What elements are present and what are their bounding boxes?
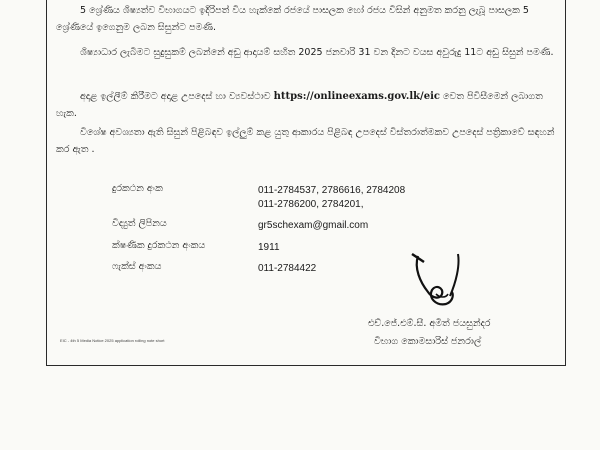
eligibility-paragraph: 5 ශ්‍රේණිය ශිෂ්‍යත්ව විභාගයට ඉදිරිපත් විය හැක්කේ රජයේ පාසලක හෝ රජය විසින් අනුමත කරනු ලැබූ පාසලක 5 ශ්‍රේණියේ ඉගෙනුම ලබන සිසුන්ට පමණි. <box>56 5 529 33</box>
instructions-text-before: අදාළ ඉල්ලීම් කිරීමට අදාළ උපදෙස් හා ව්‍යවස්ථාව <box>80 91 271 102</box>
signatory-name: එච්.ජේ.එම්.සී. අමිත් ජයසුන්දර <box>368 318 491 329</box>
footer-note: EIC - 4th 5 Media Notice 2025 application rolling note short <box>60 338 165 343</box>
phone-label: දුරකථන අංක <box>112 183 163 194</box>
email-value[interactable]: gr5schexam@gmail.com <box>258 220 369 231</box>
phone-numbers-line1: 011-2784537, 2786616, 2784208 <box>258 185 406 196</box>
email-label: විද්‍යුත් ලිපිනය <box>112 218 167 229</box>
handwritten-signature <box>396 248 486 328</box>
hotline-value: 1911 <box>258 242 280 253</box>
hotline-label: ක්ෂණික දුරකථන අංකය <box>112 240 206 251</box>
fax-label: ෆැක්ස් අංකය <box>112 261 162 272</box>
instructions-paragraph <box>56 88 556 122</box>
special-needs-paragraph: විශේෂ අවශ්‍යතා ඇති සිසුන් පිළිබඳව ඉල්ලුම් කළ යුතු ආකාරය පිළිබඳ උපදෙස් විස්තරාත්මකව උපදෙස් පත්‍රිකාවේ සඳහන් කර ඇත . <box>56 127 555 155</box>
eic-url-link[interactable]: https://onlineexams.gov.lk/eic <box>273 91 440 102</box>
fax-value: 011-2784422 <box>258 263 317 274</box>
scholarship-criteria-paragraph: ශිෂ්‍යාධාර ලැබීමට සුදුසුකම් ලබන්නේ අඩු ආදායම් සහිත 2025 ජනවාරි 31 වන දිනට වයස අවුරුදු 11ට අඩු සිසුන් පමණි. <box>80 47 554 58</box>
instructions-text-after: වෙත පිවිසීමෙන් ලබාගත හැක. <box>56 91 543 119</box>
phone-numbers-line2: 011-2786200, 2784201, <box>258 199 364 210</box>
signatory-title: විභාග කොමසාරිස් ජනරාල් <box>374 336 482 347</box>
